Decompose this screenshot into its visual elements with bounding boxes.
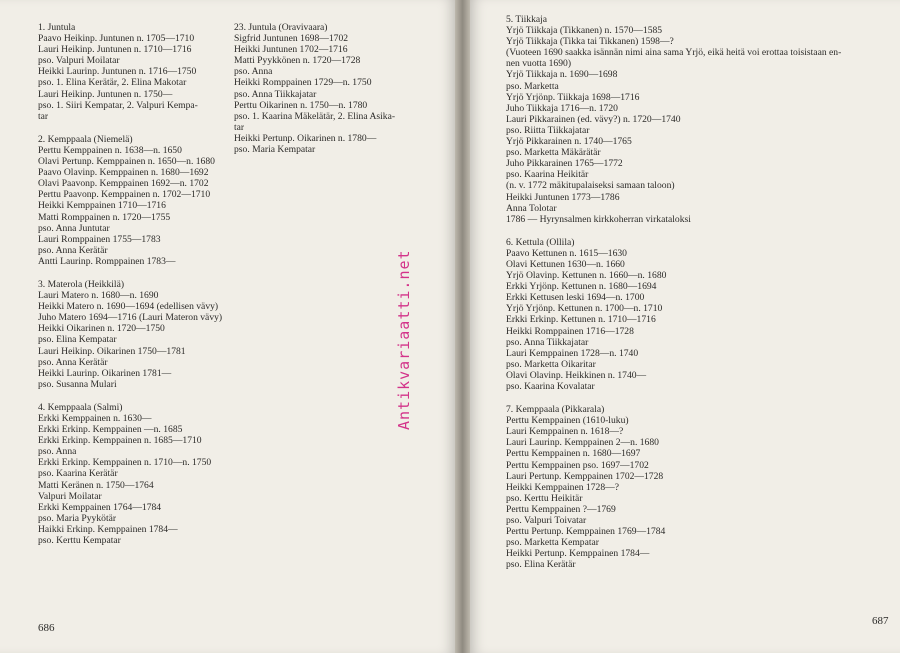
owner-line: Lauri Romppainen 1755—1783 <box>38 233 161 245</box>
owner-line: Perttu Kemppainen (1610-luku) <box>506 415 629 427</box>
owner-line: pso. Anna <box>234 66 273 78</box>
owner-line: Lauri Heikinp. Oikarinen 1750—1781 <box>38 345 186 357</box>
farm-section <box>234 22 444 155</box>
owner-line: Perttu Kemppainen pso. 1697—1702 <box>506 459 649 471</box>
owner-line: Juho Pikkarainen 1765—1772 <box>506 158 623 170</box>
owner-line: Yrjö Pikkarainen n. 1740—1765 <box>506 136 632 148</box>
owner-line: Heikki Juntunen 1702—1716 <box>234 44 348 56</box>
owner-line: pso. Marketta Oikaritar <box>506 358 596 370</box>
owner-line: pso. Kaarina Heikitär <box>506 169 589 181</box>
section-heading: 1. Juntula <box>38 22 76 33</box>
owner-line: Matti Keränen n. 1750—1764 <box>38 479 154 491</box>
owner-line: Anna Tolotar <box>506 202 557 214</box>
owner-line: pso. Marketta <box>506 80 559 92</box>
owner-line: Lauri Matero n. 1680—n. 1690 <box>38 290 159 302</box>
owner-line: tar <box>234 121 245 133</box>
section-heading: 5. Tiikkaja <box>506 14 548 25</box>
owner-line: Heikki Kemppainen 1710—1716 <box>38 200 166 212</box>
owner-line: pso. Susanna Mulari <box>38 378 117 390</box>
owner-line: Heikki Kemppainen 1728—? <box>506 481 619 493</box>
farm-section <box>506 237 891 392</box>
owner-line: Heikki Romppainen 1716—1728 <box>506 325 634 337</box>
owner-line: Yrjö Tiikkaja (Tikkanen) n. 1570—1585 <box>506 25 663 37</box>
owner-line: pso. 1. Elina Kerätär, 2. Elina Makotar <box>38 77 187 89</box>
owner-line: Paavo Olavinp. Kemppainen n. 1680—1692 <box>38 167 209 179</box>
owner-line: pso. Maria Pyykötär <box>38 512 117 524</box>
owner-line: Perttu Kemppainen n. 1638—n. 1650 <box>38 144 182 156</box>
owner-line: Sigfrid Juntunen 1698—1702 <box>234 33 349 45</box>
owner-line: pso. 1. Kaarina Mäkelätär, 2. Elina Asika- <box>234 110 396 122</box>
owner-line: Paavo Kettunen n. 1615—1630 <box>506 247 627 259</box>
owner-line: Paavo Heikinp. Juntunen n. 1705—1710 <box>38 33 195 45</box>
owner-line: Olavi Kettunen 1630—n. 1660 <box>506 258 625 270</box>
owner-line: Valpuri Moilatar <box>38 490 102 502</box>
owner-line: Yrjö Olavinp. Kettunen n. 1660—n. 1680 <box>506 270 667 282</box>
owner-line: Juho Matero 1694—1716 (Lauri Materon vävy) <box>38 312 223 324</box>
farm-section <box>506 404 891 570</box>
owner-line: Matti Romppainen n. 1720—1755 <box>38 211 171 223</box>
owner-line: pso. Valpuri Moilatar <box>38 55 120 67</box>
owner-line: Erkki Yrjönp. Kettunen n. 1680—1694 <box>506 281 657 293</box>
owner-line: Antti Laurinp. Romppainen 1783— <box>38 255 176 267</box>
owner-line: tar <box>38 110 49 122</box>
owner-line: pso. 1. Siiri Kempatar, 2. Valpuri Kempa- <box>38 99 198 111</box>
owner-line: pso. Anna Tiikkajatar <box>234 88 317 100</box>
owner-line: pso. Kaarina Kovalatar <box>506 381 595 392</box>
farm-section <box>38 279 228 390</box>
watermark: Antikvariaatti.net <box>395 249 413 430</box>
owner-line: Erkki Kemppainen 1764—1784 <box>38 501 162 513</box>
owner-line: Perttu Pertunp. Kemppainen 1769—1784 <box>506 526 666 538</box>
left-page-column-1 <box>38 22 228 546</box>
owner-line: pso. Anna <box>38 446 77 458</box>
owner-line: Perttu Paavonp. Kemppainen n. 1702—1710 <box>38 189 211 201</box>
left-page-column-2 <box>234 22 444 155</box>
owner-line: Erkki Erkinp. Kemppainen —n. 1685 <box>38 424 183 436</box>
owner-line: Yrjö Yrjönp. Kettunen n. 1700—n. 1710 <box>506 303 663 315</box>
farm-section <box>38 134 228 267</box>
owner-line: pso. Elina Kerätär <box>506 559 576 571</box>
owner-line: pso. Anna Kerätär <box>38 244 108 256</box>
owner-line: pso. Marketta Kempatar <box>506 537 599 549</box>
owner-line: pso. Maria Kempatar <box>234 144 316 156</box>
owner-line: Lauri Kemppainen n. 1618—? <box>506 426 624 438</box>
owner-line: Erkki Kettusen leski 1694—n. 1700 <box>506 292 645 304</box>
owner-line: Olavi Paavonp. Kemppainen 1692—n. 1702 <box>38 178 209 190</box>
owner-line: nen vuotta 1690) <box>506 58 572 70</box>
owner-line: pso. Marketta Mäkärätär <box>506 147 601 159</box>
section-heading: 3. Materola (Heikkilä) <box>38 278 125 290</box>
owner-line: Heikki Pertunp. Oikarinen n. 1780— <box>234 132 377 144</box>
owner-line: pso. Anna Juntutar <box>38 222 110 234</box>
section-heading: 7. Kemppaala (Pikkarala) <box>506 404 605 416</box>
owner-line: Lauri Pikkarainen (ed. vävy?) n. 1720—1740 <box>506 113 681 125</box>
owner-line: pso. Anna Tiikkajatar <box>506 336 589 348</box>
farm-section <box>38 22 228 122</box>
owner-line: Lauri Heikinp. Juntunen n. 1750— <box>38 88 173 100</box>
owner-line: Heikki Laurinp. Juntunen n. 1716—1750 <box>38 66 197 78</box>
owner-line: Heikki Pertunp. Kemppainen 1784— <box>506 548 650 560</box>
owner-line: Olavi Olavinp. Heikkinen n. 1740— <box>506 369 647 381</box>
owner-line: Olavi Pertunp. Kemppainen n. 1650—n. 1680 <box>38 156 215 168</box>
owner-line: Perttu Oikarinen n. 1750—n. 1780 <box>234 99 368 111</box>
owner-line: Heikki Laurinp. Oikarinen 1781— <box>38 367 172 379</box>
owner-line: Erkki Erkinp. Kemppainen n. 1685—1710 <box>38 435 202 447</box>
owner-line: Heikki Romppainen 1729—n. 1750 <box>234 77 372 89</box>
owner-line: pso. Valpuri Toivatar <box>506 515 587 527</box>
owner-line: (Vuoteen 1690 saakka isännän nimi aina sama Yrjö, eikä heitä voi erottaa toisistaan en- <box>506 47 842 59</box>
owner-line: Yrjö Tiikkaja n. 1690—1698 <box>506 69 618 81</box>
owner-line: Erkki Erkinp. Kettunen n. 1710—1716 <box>506 314 656 326</box>
owner-line: pso. Kerttu Kempatar <box>38 535 121 547</box>
owner-line: pso. Kaarina Kerätär <box>38 468 118 480</box>
owner-line: pso. Kerttu Heikitär <box>506 492 583 504</box>
owner-line: Lauri Pertunp. Kemppainen 1702—1728 <box>506 470 664 482</box>
owner-line: Yrjö Yrjönp. Tiikkaja 1698—1716 <box>506 91 640 103</box>
owner-line: 1786 — Hyrynsalmen kirkkoherran virkataloksi <box>506 213 691 225</box>
owner-line: pso. Riitta Tiikkajatar <box>506 124 590 136</box>
owner-line: Perttu Kemppainen ?—1769 <box>506 503 616 515</box>
owner-line: Heikki Matero n. 1690—1694 (edellisen vävy) <box>38 301 219 313</box>
owner-line: Lauri Laurinp. Kemppainen 2—n. 1680 <box>506 437 659 449</box>
owner-line: Erkki Kemppainen n. 1630— <box>38 413 152 424</box>
section-heading: 6. Kettula (Ollila) <box>506 236 575 248</box>
owner-line: Heikki Juntunen 1773—1786 <box>506 191 620 203</box>
right-page-column <box>506 14 891 571</box>
book-gutter <box>455 0 470 653</box>
owner-line: Haikki Erkinp. Kemppainen 1784— <box>38 523 178 535</box>
owner-line: Lauri Heikinp. Juntunen n. 1710—1716 <box>38 44 192 56</box>
owner-line: pso. Elina Kempatar <box>38 334 117 346</box>
page-number-left: 686 <box>38 622 55 634</box>
owner-line: Matti Pyykkönen n. 1720—1728 <box>234 55 361 67</box>
owner-line: Heikki Oikarinen n. 1720—1750 <box>38 323 165 335</box>
section-heading: 4. Kemppaala (Salmi) <box>38 401 123 413</box>
owner-line: Yrjö Tiikkaja (Tikka tai Tikkanen) 1598—? <box>506 36 674 48</box>
section-heading: 2. Kemppaala (Niemelä) <box>38 133 133 145</box>
owner-line: Erkki Erkinp. Kemppainen n. 1710—n. 1750 <box>38 457 212 469</box>
farm-section <box>38 402 228 546</box>
owner-line: Juho Tiikkaja 1716—n. 1720 <box>506 102 618 114</box>
owner-line: Perttu Kemppainen n. 1680—1697 <box>506 448 641 460</box>
farm-section <box>506 14 891 225</box>
page-number-right: 687 <box>872 615 889 627</box>
owner-line: (n. v. 1772 mäkitupalaiseksi samaan taloon) <box>506 180 675 192</box>
owner-line: pso. Anna Kerätär <box>38 356 108 368</box>
section-heading: 23. Juntula (Oravivaara) <box>234 22 328 33</box>
owner-line: Lauri Kemppainen 1728—n. 1740 <box>506 347 639 359</box>
